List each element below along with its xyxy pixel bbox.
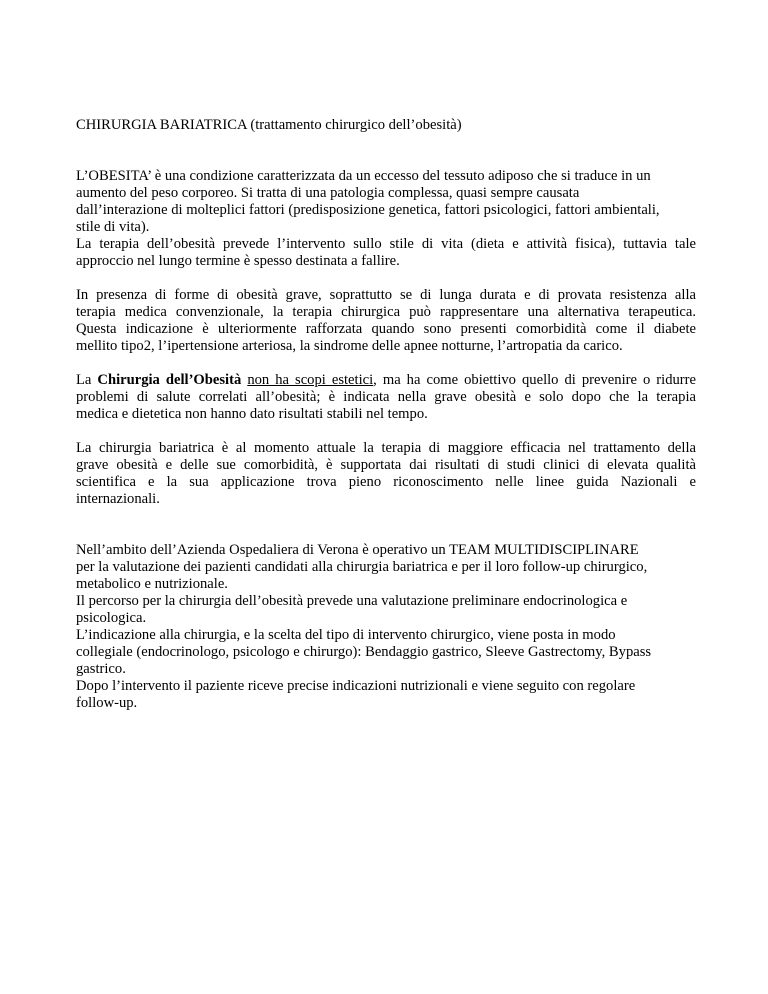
document-title: CHIRURGIA BARIATRICA (trattamento chirurgico dell’obesità)	[76, 117, 462, 133]
text-line: In presenza di forme di obesità grave, soprattutto se di lunga durata e di provata resistenza alla	[76, 287, 696, 303]
text-line: scientifica e la sua applicazione trova pieno riconoscimento nelle linee guida Nazionali e	[76, 474, 696, 490]
text-line: Nell’ambito dell’Azienda Ospedaliera di Verona è operativo un TEAM MULTIDISCIPLINARE	[76, 542, 639, 558]
text-line: aumento del peso corporeo. Si tratta di una patologia complessa, quasi sempre causata	[76, 185, 580, 201]
text-line: L’indicazione alla chirurgia, e la scelta del tipo di intervento chirurgico, viene posta in modo	[76, 627, 616, 643]
paragraph-efficacy	[76, 440, 696, 508]
text-line: L’OBESITA’ è una condizione caratterizzata da un eccesso del tessuto adiposo che si traduce in un	[76, 168, 651, 184]
paragraph-surgical-alternative	[76, 287, 696, 355]
document-body	[76, 117, 696, 729]
text-line: approccio nel lungo termine è spesso destinata a fallire.	[76, 253, 400, 269]
text-line: collegiale (endocrinologo, psicologo e chirurgo): Bendaggio gastrico, Sleeve Gastrectomy, Bypass	[76, 644, 652, 660]
bold-term: Chirurgia dell’Obesità	[97, 372, 242, 388]
paragraph-obesity-definition	[76, 168, 696, 270]
text-line: psicologica.	[76, 610, 147, 626]
text-line: Questa indicazione è ulteriormente rafforzata quando sono presenti comorbidità come il diabete	[76, 321, 696, 337]
text-run: La	[76, 372, 98, 388]
text-line: mellito tipo2, l’ipertensione arteriosa, la sindrome delle apnee notturne, l’artropatia da carico.	[76, 338, 623, 354]
paragraph-surgery-purpose	[76, 372, 696, 423]
text-line: Il percorso per la chirurgia dell’obesità prevede una valutazione preliminare endocrinologica e	[76, 593, 628, 609]
text-line	[76, 372, 696, 389]
underlined-phrase: non ha scopi estetici	[247, 372, 374, 388]
text-line: stile di vita).	[76, 219, 150, 235]
text-line: dall’interazione di molteplici fattori (predisposizione genetica, fattori psicologici, fattori ambientali,	[76, 202, 660, 218]
text-line: per la valutazione dei pazienti candidati alla chirurgia bariatrica e per il loro follow-up chirurgico,	[76, 559, 648, 575]
text-line: terapia medica convenzionale, la terapia chirurgica può rappresentare una alternativa terapeutica.	[76, 304, 696, 320]
text-line: gastrico.	[76, 661, 126, 677]
text-line: follow-up.	[76, 695, 138, 711]
text-line: La chirurgia bariatrica è al momento attuale la terapia di maggiore efficacia nel trattamento della	[76, 440, 696, 456]
paragraph-verona-team	[76, 542, 696, 712]
text-run: , ma ha come obiettivo quello di prevenire o ridurre	[373, 372, 697, 388]
text-line: problemi di salute correlati all’obesità; è indicata nella grave obesità e solo dopo che la terapia	[76, 389, 696, 405]
text-line: La terapia dell’obesità prevede l’intervento sullo stile di vita (dieta e attività fisica), tuttavia tale	[76, 236, 696, 252]
text-line: Dopo l’intervento il paziente riceve precise indicazioni nutrizionali e viene seguito con regolare	[76, 678, 636, 694]
text-line: internazionali.	[76, 491, 160, 507]
text-line: medica e dietetica non hanno dato risultati stabili nel tempo.	[76, 406, 428, 422]
text-line: metabolico e nutrizionale.	[76, 576, 228, 592]
text-line: grave obesità e delle sue comorbidità, è supportata dai risultati di studi clinici di elevata qualità	[76, 457, 696, 473]
